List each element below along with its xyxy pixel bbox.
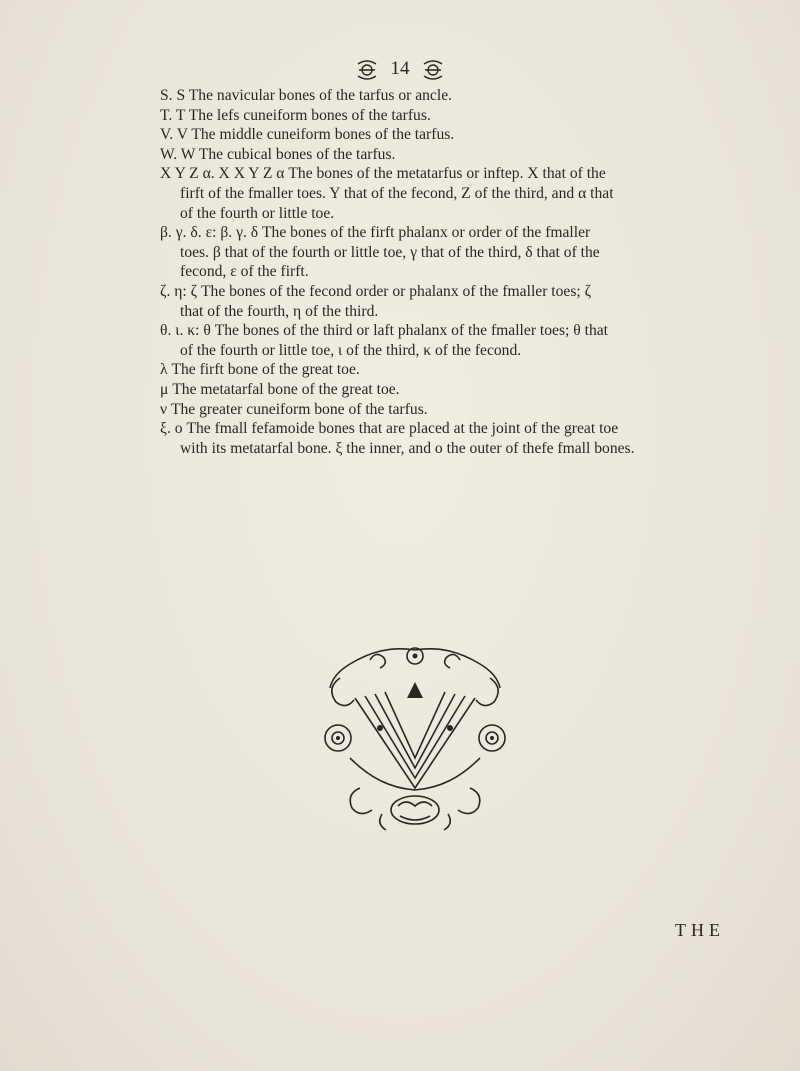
left-ornament-icon xyxy=(356,60,378,80)
legend-entry-nu xyxy=(160,400,720,420)
legend-text xyxy=(160,86,720,458)
entry-line: ξ. ο The fmall fefamoide bones that are placed at the joint of the great toe xyxy=(160,420,619,438)
entry-line: λ The firft bone of the great toe. xyxy=(160,361,360,379)
entry-line: T. T The lefs cuneiform bones of the tarfus. xyxy=(160,106,431,124)
entry-line: X Y Z α. X X Y Z α The bones of the metatarfus or inftep. X that of the xyxy=(160,165,606,183)
entry-line: firft of the fmaller toes. Y that of the fecond, Z of the third, and α that xyxy=(180,184,614,202)
entry-line: V. V The middle cuneiform bones of the tarfus. xyxy=(160,126,455,144)
entry-line: ζ. η: ζ The bones of the fecond order or phalanx of the fmaller toes; ζ xyxy=(160,282,592,300)
entry-line: β. γ. δ. ε: β. γ. δ The bones of the firft phalanx or order of the fmaller xyxy=(160,224,591,242)
entry-line: S. S The navicular bones of the tarfus or ancle. xyxy=(160,87,453,104)
legend-entry-xi xyxy=(160,419,720,458)
entry-line: W. W The cubical bones of the tarfus. xyxy=(160,145,396,163)
legend-entry-xyz xyxy=(160,164,720,223)
entry-line: that of the fourth, η of the third. xyxy=(180,302,379,320)
legend-entry-lambda xyxy=(160,360,720,380)
right-ornament-icon xyxy=(422,60,444,80)
page-header xyxy=(0,58,800,80)
catchword: THE xyxy=(675,920,725,940)
legend-entry-theta xyxy=(160,321,720,360)
entry-line: θ. ι. κ: θ The bones of the third or laft phalanx of the fmaller toes; θ that xyxy=(160,322,609,340)
legend-entry-zeta xyxy=(160,282,720,321)
entry-line: of the fourth or little toe, ι of the third, κ of the fecond. xyxy=(180,341,522,359)
legend-entry-v xyxy=(160,125,720,145)
entry-line: fecond, ε of the firft. xyxy=(180,263,309,281)
legend-entry-w xyxy=(160,145,720,165)
entry-line: with its metatarfal bone. ξ the inner, and ο the outer of thefe fmall bones. xyxy=(180,439,635,457)
page-number: 14 xyxy=(390,58,410,79)
entry-line: μ The metatarfal bone of the great toe. xyxy=(160,380,400,398)
legend-entry-s xyxy=(160,86,720,106)
decorative-tailpiece-icon xyxy=(310,638,520,838)
entry-line: ν The greater cuneiform bone of the tarfus. xyxy=(160,400,428,418)
legend-entry-mu xyxy=(160,380,720,400)
entry-line: of the fourth or little toe. xyxy=(180,204,335,222)
entry-line: toes. β that of the fourth or little toe, γ that of the third, δ that of the xyxy=(180,243,600,261)
legend-entry-beta xyxy=(160,223,720,282)
legend-entry-t xyxy=(160,106,720,126)
